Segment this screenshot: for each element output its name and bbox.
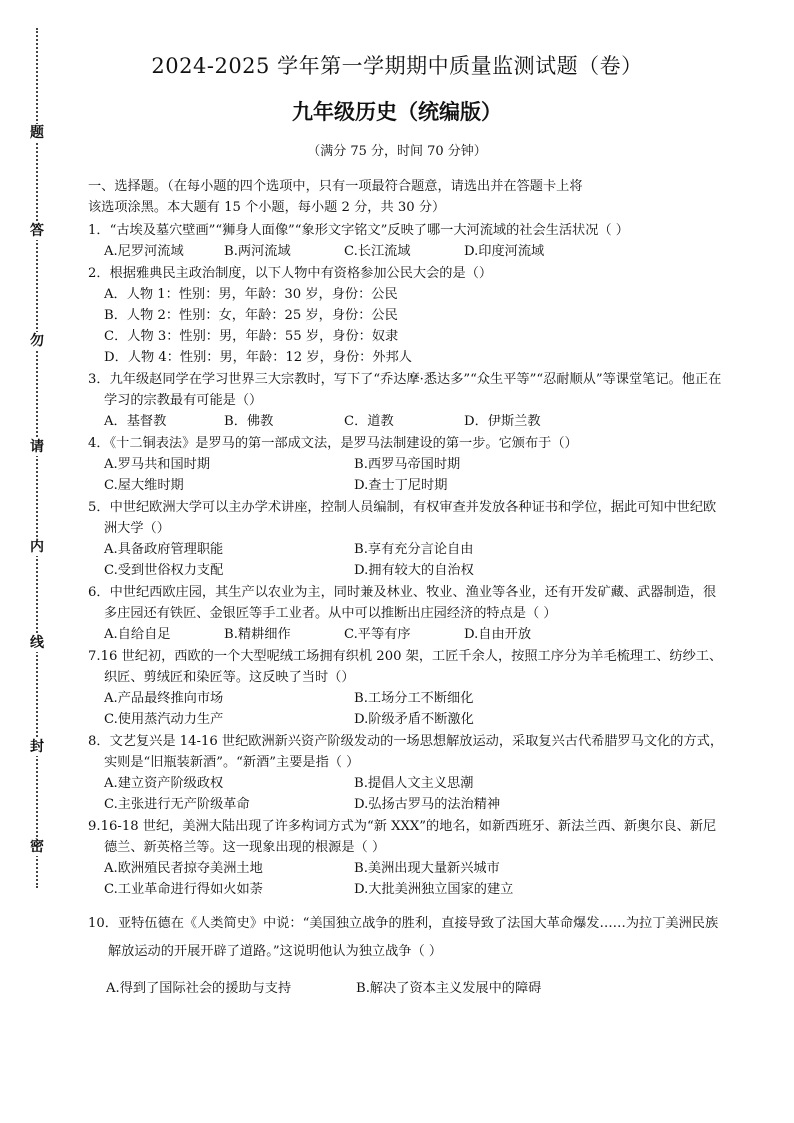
option-c: C.长江流域	[344, 244, 411, 259]
option-b: B.美洲出现大量新兴城市	[354, 861, 500, 876]
option-d: D.自由开放	[464, 627, 532, 642]
binding-char: 内	[26, 538, 48, 556]
option-row	[88, 454, 728, 475]
option-row	[88, 688, 728, 709]
option-list	[88, 284, 728, 368]
question-stem: 3．九年级赵同学在学习世界三大宗教时，写下了“乔达摩·悉达多”“众生平等”“忍耐顺从”等课堂笔记。他正在学习的宗教最有可能是（）	[88, 372, 722, 408]
question-stem: 6．中世纪西欧庄园，其生产以农业为主，同时兼及林业、牧业、渔业等各业，还有开发矿藏、武器制造，很多庄园还有铁匠、金银匠等手工业者。从中可以推断出庄园经济的特点是（ ）	[88, 585, 717, 621]
option-a: A.欧洲殖民者掠夺美洲土地	[104, 861, 263, 876]
option-b: B.解决了资本主义发展中的障碍	[356, 981, 542, 996]
option-b: B．佛教	[224, 414, 274, 429]
option-c: C.平等有序	[344, 627, 411, 642]
exam-subtitle: 九年级历史（统编版）	[292, 99, 502, 124]
section-heading-line: 一、选择题。（在每小题的四个选项中，只有一项最符合题意，请选出并在答题卡上将	[88, 179, 583, 194]
question-9	[88, 816, 728, 900]
option-row	[88, 709, 728, 730]
option-d: D.大批美洲独立国家的建立	[354, 882, 514, 897]
binding-char: 封	[26, 738, 48, 756]
option-row	[88, 560, 728, 581]
option-c: C.使用蒸汽动力生产	[104, 712, 224, 727]
option-b: B.精耕细作	[224, 627, 291, 642]
question-6	[88, 582, 728, 645]
question-area	[88, 176, 728, 1000]
score-time-note: （满分 75 分，时间 70 分钟）	[307, 144, 487, 159]
question-10	[88, 910, 728, 999]
option-d: D.阶级矛盾不断激化	[354, 712, 474, 727]
question-2	[88, 263, 728, 368]
option-row	[88, 411, 728, 432]
question-4	[88, 433, 728, 496]
option-row	[88, 794, 728, 815]
question-stem: 8．文艺复兴是 14-16 世纪欧洲新兴资产阶级发动的一场思想解放运动，采取复兴古代希腊罗马文化的方式，实则是“旧瓶装新酒”。“新酒”主要是指（ ）	[88, 734, 724, 770]
binding-char: 勿	[26, 332, 48, 350]
option-row	[88, 241, 728, 262]
question-stem: 10．亚特伍德在《人类简史》中说：“美国独立战争的胜利，直接导致了法国大革命爆发……为拉丁美洲民族解放运动的开展开辟了道路。”这说明他认为独立战争（ ）	[88, 916, 719, 959]
question-8	[88, 731, 728, 815]
option-a: A.尼罗河流域	[104, 244, 184, 259]
option-c: C．道教	[344, 414, 394, 429]
question-3	[88, 369, 728, 432]
question-stem: 1．“古埃及墓穴壁画”“狮身人面像”“象形文字铭文”反映了哪一大河流域的社会生活状况（ ）	[88, 223, 629, 238]
option-a: A．人物 1：性别：男，年龄：30 岁，身份：公民	[104, 287, 398, 302]
option-a: A.产品最终推向市场	[104, 691, 224, 706]
option-row	[88, 978, 728, 999]
option-b: B.两河流域	[224, 244, 291, 259]
section-heading-line: 该选项涂黑。本大题有 15 个小题，每小题 2 分，共 30 分）	[88, 200, 446, 215]
option-row	[88, 475, 728, 496]
option-a: A.自给自足	[104, 627, 171, 642]
option-row	[88, 773, 728, 794]
option-a: A.得到了国际社会的援助与支持	[106, 981, 292, 996]
option-b: B．人物 2：性别：女，年龄：25 岁，身份：公民	[104, 308, 398, 323]
exam-title: 2024-2025 学年第一学期期中质量监测试题（卷）	[151, 54, 643, 78]
option-c: C.主张进行无产阶级革命	[104, 797, 250, 812]
question-7	[88, 646, 728, 730]
option-a: A.具备政府管理职能	[104, 542, 224, 557]
binding-char: 请	[26, 438, 48, 456]
option-a: A．基督教	[104, 414, 167, 429]
option-c: C．人物 3：性别：男，年龄：55 岁，身份：奴隶	[104, 329, 399, 344]
question-stem: 4．《十二铜表法》是罗马的第一部成文法，是罗马法制建设的第一步。它颁布于（）	[88, 436, 578, 451]
option-b: B.西罗马帝国时期	[354, 457, 461, 472]
option-b: B.工场分工不断细化	[354, 691, 474, 706]
option-d: D.弘扬古罗马的法治精神	[354, 797, 501, 812]
option-a: A.建立资产阶级政权	[104, 776, 224, 791]
section-heading	[88, 176, 728, 218]
option-c: C.受到世俗权力支配	[104, 563, 224, 578]
option-c: C.工业革命进行得如火如荼	[104, 882, 263, 897]
question-1	[88, 220, 728, 262]
option-row	[88, 624, 728, 645]
option-a: A.罗马共和国时期	[104, 457, 211, 472]
option-d: D.印度河流域	[464, 244, 545, 259]
option-d: D．人物 4：性别：男，年龄：12 岁，身份：外邦人	[104, 350, 412, 365]
binding-char: 答	[26, 222, 48, 240]
option-row	[88, 858, 728, 879]
option-b: B.享有充分言论自由	[354, 542, 474, 557]
option-d: D.查士丁尼时期	[354, 478, 448, 493]
question-stem: 9.16-18 世纪，美洲大陆出现了许多构词方式为“新 XXX”的地名，如新西班牙、新法兰西、新奥尔良、新尼德兰、新英格兰等。这一现象出现的根源是（ ）	[88, 819, 717, 855]
binding-char: 密	[26, 838, 48, 856]
binding-char: 线	[26, 634, 48, 652]
option-c: C.屋大维时期	[104, 478, 184, 493]
question-stem: 2．根据雅典民主政治制度，以下人物中有资格参加公民大会的是（）	[88, 266, 493, 281]
question-stem: 7.16 世纪初，西欧的一个大型呢绒工场拥有织机 200 架，工匠千余人，按照工序分为羊毛梳理工、纺纱工、织匠、剪绒匠和染匠等。这反映了当时（）	[88, 649, 723, 685]
option-row	[88, 879, 728, 900]
binding-char: 题	[26, 124, 48, 142]
option-row	[88, 539, 728, 560]
question-5	[88, 497, 728, 581]
question-stem: 5．中世纪欧洲大学可以主办学术讲座，控制人员编制，有权审查并发放各种证书和学位，据此可知中世纪欧洲大学（）	[88, 500, 717, 536]
option-d: D．伊斯兰教	[464, 414, 541, 429]
option-d: D.拥有较大的自治权	[354, 563, 474, 578]
option-b: B.提倡人文主义思潮	[354, 776, 474, 791]
